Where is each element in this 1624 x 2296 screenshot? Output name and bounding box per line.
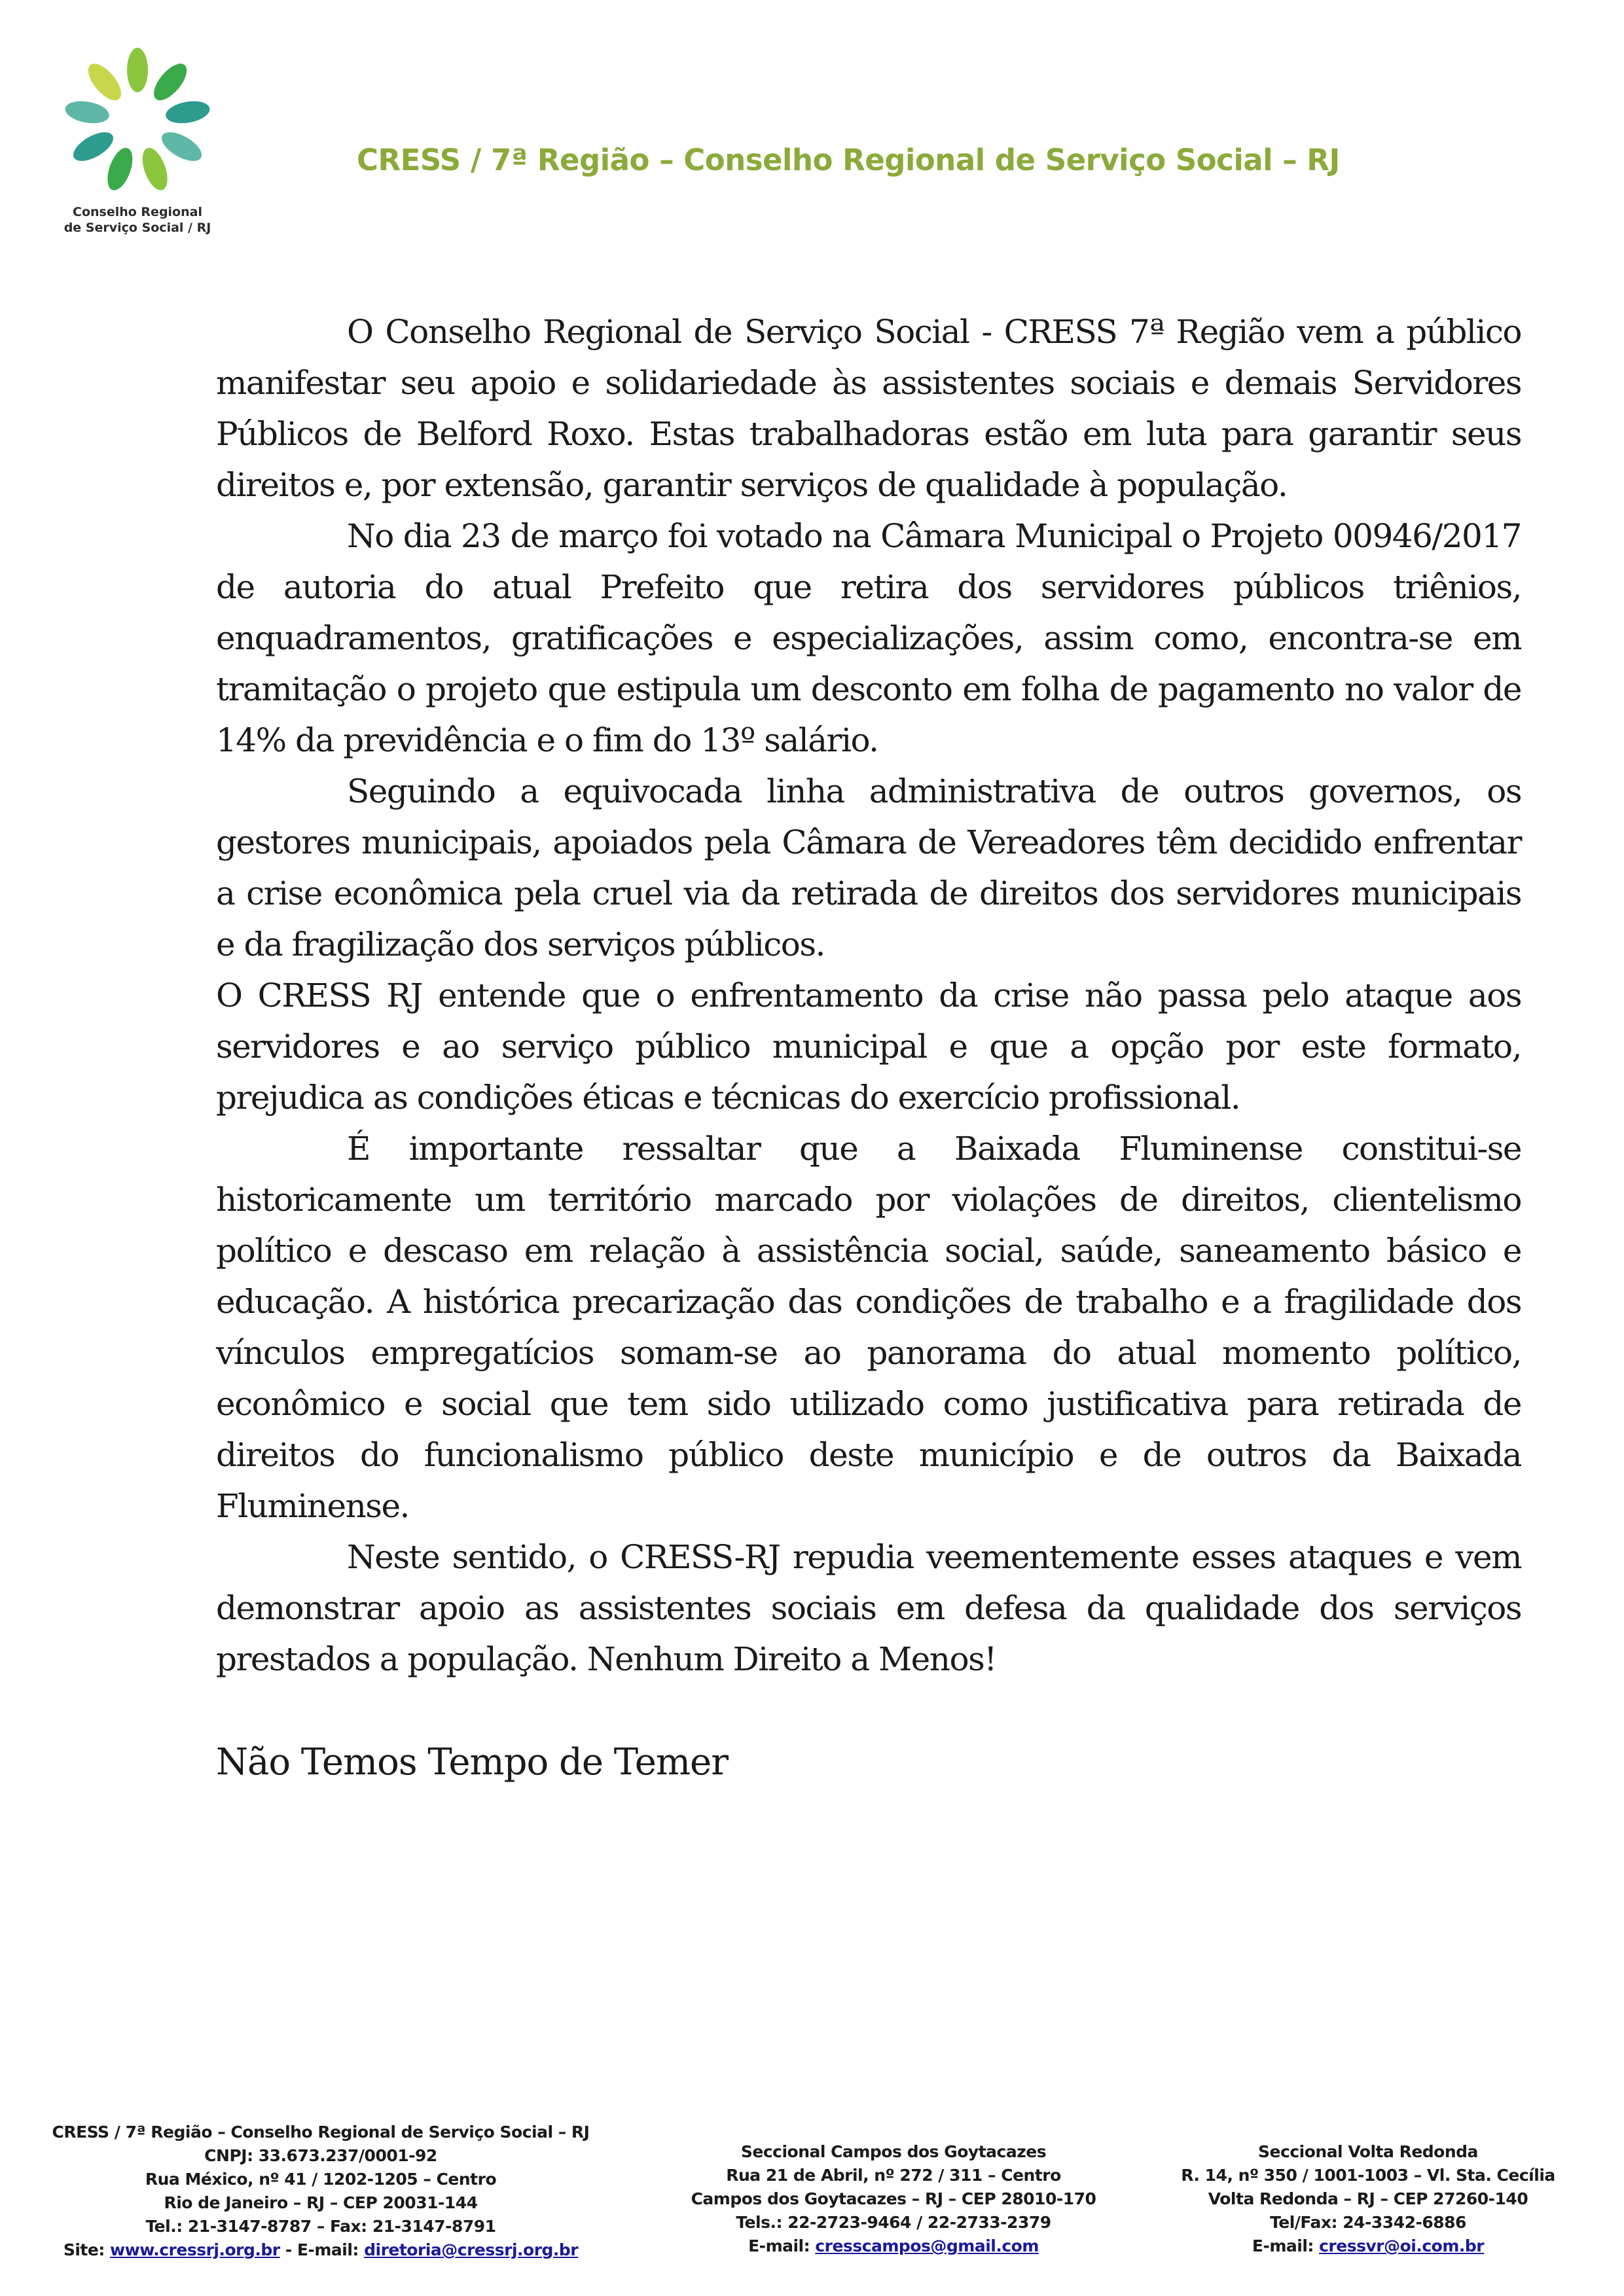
logo-caption bbox=[52, 204, 223, 236]
footer-vr-line1: Seccional Volta Redonda bbox=[1258, 2142, 1478, 2161]
closing-slogan: Não Temos Tempo de Temer bbox=[216, 1741, 728, 1784]
footer-main-office bbox=[26, 2121, 615, 2262]
paragraph-6: Neste sentido, o CRESS-RJ repudia veementemente esses ataques e vem demonstrar apoio as assistentes sociais em defesa da qualidade dos serviços prestados a população. Nenhum Direito a Menos! bbox=[216, 1538, 1521, 1678]
footer-main-line2: CNPJ: 33.673.237/0001-92 bbox=[204, 2146, 437, 2165]
vr-email-label: E-mail: bbox=[1252, 2236, 1320, 2255]
footer-campos-line3: Campos dos Goytacazes – RJ – CEP 28010-170 bbox=[691, 2189, 1096, 2208]
footer-volta-redonda-office bbox=[1139, 2140, 1597, 2258]
footer-vr-line2: R. 14, nº 350 / 1001-1003 – Vl. Sta. Cecília bbox=[1181, 2166, 1555, 2185]
letter-body bbox=[216, 306, 1521, 1685]
email-link[interactable]: diretoria@cressrj.org.br bbox=[364, 2240, 579, 2259]
paragraph-5: É importante ressaltar que a Baixada Fluminense constitui-se historicamente um território marcado por violações de direitos, clientelismo político e descaso em relação à assistência social, saúde, saneamento básico e educação. A histórica precarização das condições de trabalho e a fragilidade dos vínculos empregatícios somam-se ao panorama do atual momento político, econômico e social que tem sido utilizado como justificativa para retirada de direitos do funcionalismo público deste município e de outros da Baixada Fluminense. bbox=[216, 1130, 1521, 1525]
paragraph-1: O Conselho Regional de Serviço Social - CRESS 7ª Região vem a público manifestar seu apoio e solidariedade às assistentes sociais e demais Servidores Públicos de Belford Roxo. Estas trabalhadoras estão em luta para garantir seus direitos e, por extensão, garantir serviços de qualidade à população. bbox=[216, 313, 1521, 504]
paragraph-4: O CRESS RJ entende que o enfrentamento da crise não passa pelo ataque aos servidores e ao serviço público municipal e que a opção por este formato, prejudica as condições éticas e técnicas do exercício profissional. bbox=[216, 977, 1521, 1117]
footer-main-line4: Rio de Janeiro – RJ – CEP 20031-144 bbox=[164, 2193, 478, 2212]
email-label: - E-mail: bbox=[280, 2240, 365, 2259]
footer-vr-line3: Volta Redonda – RJ – CEP 27260-140 bbox=[1208, 2189, 1528, 2208]
site-label: Site: bbox=[63, 2240, 111, 2259]
footer-main-line1: CRESS / 7ª Região – Conselho Regional de Serviço Social – RJ bbox=[52, 2123, 590, 2142]
footer-campos-line2: Rua 21 de Abril, nº 272 / 311 – Centro bbox=[726, 2166, 1061, 2185]
site-link[interactable]: www.cressrj.org.br bbox=[110, 2240, 280, 2259]
footer-campos-line1: Seccional Campos dos Goytacazes bbox=[740, 2142, 1047, 2161]
paragraph-3: Seguindo a equivocada linha administrativa de outros governos, os gestores municipais, apoiados pela Câmara de Vereadores têm decidido enfrentar a crise econômica pela cruel via da retirada de direitos dos servidores municipais e da fragilização dos serviços públicos. bbox=[216, 772, 1521, 963]
footer-main-line5: Tel.: 21-3147-8787 – Fax: 21-3147-8791 bbox=[145, 2217, 496, 2236]
footer-vr-line4: Tel/Fax: 24-3342-6886 bbox=[1270, 2213, 1466, 2232]
campos-email-label: E-mail: bbox=[748, 2236, 816, 2255]
logo-caption-line2: de Serviço Social / RJ bbox=[63, 221, 211, 235]
footer-vr-contact bbox=[1139, 2234, 1597, 2258]
logo-caption-line1: Conselho Regional bbox=[73, 205, 202, 219]
paragraph-2: No dia 23 de março foi votado na Câmara Municipal o Projeto 00946/2017 de autoria do atual Prefeito que retira dos servidores públicos triênios, enquadramentos, gratificações e especializações, assim como, encontra-se em tramitação o projeto que estipula um desconto em folha de pagamento no valor de 14% da previdência e o fim do 13º salário. bbox=[216, 517, 1521, 759]
footer-main-contact bbox=[26, 2238, 615, 2262]
footer-campos-contact bbox=[645, 2234, 1142, 2258]
footer-campos-office bbox=[645, 2140, 1142, 2258]
footer-campos-line4: Tels.: 22-2723-9464 / 22-2733-2379 bbox=[736, 2213, 1051, 2232]
header-title: CRESS / 7ª Região – Conselho Regional de Serviço Social – RJ bbox=[357, 143, 1340, 177]
hands-circle-icon bbox=[52, 39, 223, 203]
campos-email-link[interactable]: cresscampos@gmail.com bbox=[815, 2236, 1039, 2255]
footer-main-line3: Rua México, nº 41 / 1202-1205 – Centro bbox=[145, 2170, 497, 2189]
cress-logo bbox=[52, 39, 223, 249]
vr-email-link[interactable]: cressvr@oi.com.br bbox=[1319, 2236, 1485, 2255]
